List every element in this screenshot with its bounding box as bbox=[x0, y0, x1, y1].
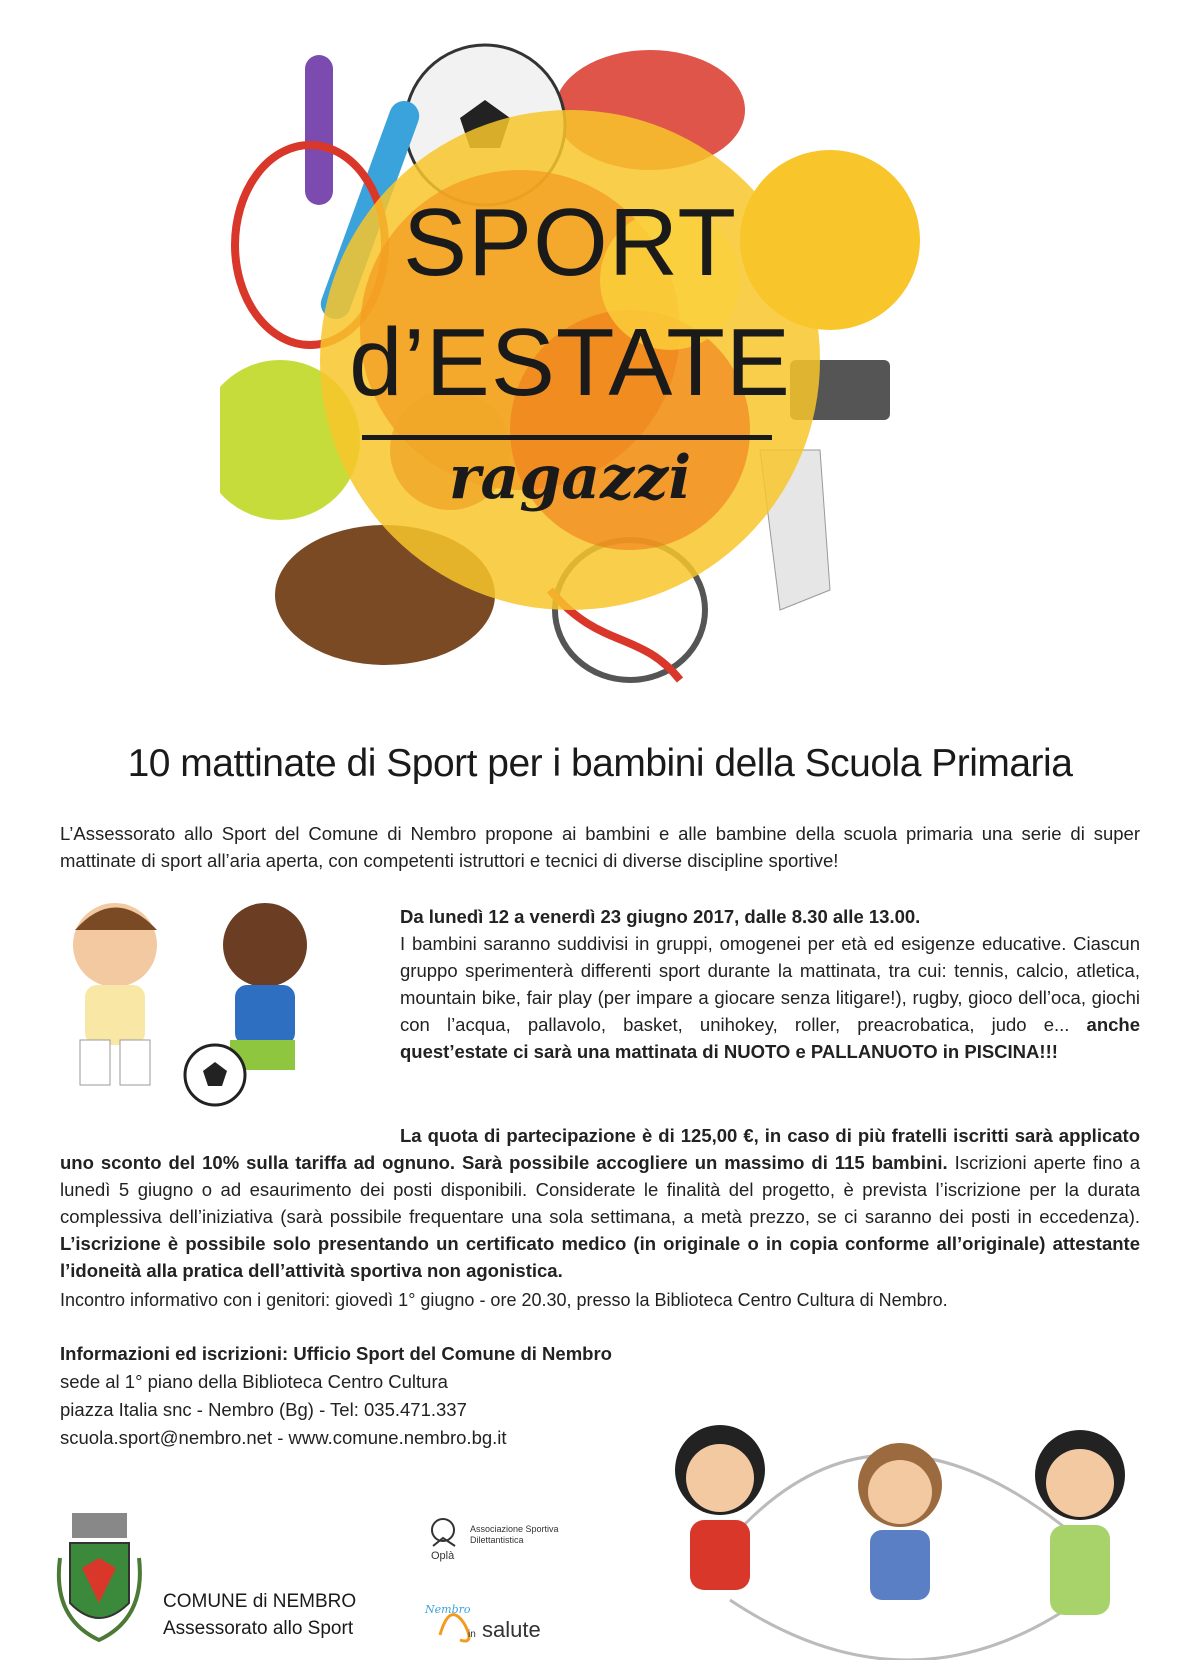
intro-paragraph: L’Assessorato allo Sport del Comune di Nembro propone ai bambini e alle bambine della scuola primaria una serie di super mattinate di sport all’aria aperta, con competenti istruttori e tecnici di diverse discipline sportive! bbox=[60, 823, 1140, 871]
svg-text:Nembro: Nembro bbox=[425, 1603, 471, 1616]
groups-text: I bambini saranno suddivisi in gruppi, omogenei per età ed esigenze educative. Ciascun gruppo sperimenterà differenti sport durante la mattinata, tra cui: tennis, calcio, atletica, mountain bike, fair play (per impare a giocare senza litigare!), rugby, gioco dell’oca, giochi con l’acqua, pallavolo, basket, unihokey, roller, preacrobatica, judo e... bbox=[400, 933, 1140, 1035]
jump-rope-icon bbox=[730, 1600, 1080, 1660]
meeting-line: Incontro informativo con i genitori: giovedì 1° giugno - ore 20.30, presso la Biblioteca Centro Cultura di Nembro. bbox=[60, 1290, 948, 1310]
child-head-icon bbox=[223, 903, 307, 987]
logo-sport: SPORT bbox=[403, 189, 737, 296]
info-title: Informazioni ed iscrizioni: Ufficio Sport del Comune di Nembro bbox=[60, 1343, 612, 1364]
info-web[interactable]: scuola.sport@nembro.net - www.comune.nembro.bg.it bbox=[60, 1427, 507, 1448]
comune-name: COMUNE di NEMBRO bbox=[163, 1591, 357, 1612]
opla-name: Oplà bbox=[431, 1550, 455, 1562]
kids-playing-soccer-illustration bbox=[45, 890, 365, 1110]
opla-association: Associazione Sportiva Dilettantistica bbox=[470, 1524, 559, 1545]
fee-text: La quota di partecipazione è di 125,00 €, in caso di più fratelli iscritti sarà applicato uno sconto del 10% sulla tariffa ad ognuno. Sarà possibile accogliere un massimo di 115 bambini. bbox=[60, 1125, 1140, 1173]
logo-divider bbox=[362, 435, 772, 440]
fee-paragraph bbox=[60, 1122, 1140, 1284]
nembro-crest-icon bbox=[52, 1508, 147, 1648]
info-address: sede al 1° piano della Biblioteca Centro Cultura bbox=[60, 1371, 448, 1392]
enrol-text: Iscrizioni aperte fino a lunedì 5 giugno o ad esaurimento dei posti disponibili. Considerate le finalità del progetto, è prevista l’iscrizione per la durata complessiva dell’iniziativa (sarà possibile frequentare una sola settimana, a metà prezzo, se ci saranno dei posti in eccedenza). bbox=[60, 1152, 1140, 1227]
nembro-in-salute-logo bbox=[420, 1595, 580, 1650]
info-phone: piazza Italia snc - Nembro (Bg) - Tel: 035.471.337 bbox=[60, 1399, 467, 1420]
hero-artwork bbox=[220, 30, 920, 730]
comune-block bbox=[163, 1588, 356, 1642]
dates-line: Da lunedì 12 a venerdì 23 giugno 2017, dalle 8.30 alle 13.00. bbox=[400, 906, 921, 927]
svg-text:salute: salute bbox=[482, 1617, 541, 1642]
certificate-text: L’iscrizione è possibile solo presentando un certificato medico (in originale o in copia conforme all’originale) attestante l’idoneità alla pratica dell’attività sportiva non agonistica. bbox=[60, 1233, 1140, 1281]
program-details bbox=[400, 903, 1140, 1065]
logo-ragazzi: ragazzi bbox=[448, 443, 692, 513]
kids-jumping-rope-illustration bbox=[660, 1390, 1160, 1660]
juggling-club-icon bbox=[305, 55, 333, 205]
contact-info bbox=[60, 1340, 680, 1452]
swim-highlight: anche quest’estate ci sarà una mattinata di NUOTO e PALLANUOTO in PISCINA!!! bbox=[400, 1014, 1141, 1062]
page-title: 10 mattinate di Sport per i bambini della Scuola Primaria bbox=[127, 742, 1073, 785]
logo-destate: d’ESTATE bbox=[349, 309, 791, 416]
svg-text:in: in bbox=[468, 1629, 476, 1640]
comune-assessorato: Assessorato allo Sport bbox=[163, 1618, 354, 1639]
